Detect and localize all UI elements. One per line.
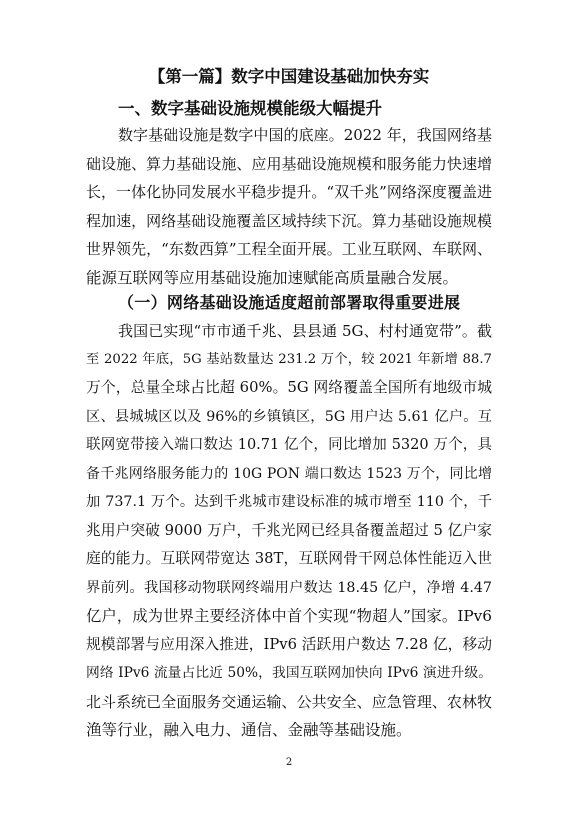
chapter-title: 【第一篇】数字中国建设基础加快夯实 — [148, 67, 430, 86]
paragraph-line: 我国已实现“市市通千兆、县县通 5G、村村通宽带”。截 — [118, 322, 492, 340]
paragraph-line: 界前列。我国移动物联网终端用户数达 18.45 亿户，净增 4.47 — [86, 579, 492, 596]
paragraph-line: 备千兆网络服务能力的 10G PON 端口数达 1523 万个，同比增 — [86, 465, 492, 482]
paragraph-line: 加 737.1 万个。达到千兆城市建设标准的城市增至 110 个，千 — [86, 494, 492, 510]
paragraph-line: 联网宽带接入端口数达 10.71 亿个，同比增加 5320 万个，具 — [86, 437, 492, 453]
paragraph-line: 规模部署与应用深入推进，IPv6 活跃用户数达 7.28 亿，移动 — [86, 635, 492, 653]
paragraph-line: 数字基础设施是数字中国的底座。2022 年，我国网络基 — [118, 126, 492, 144]
paragraph-line: 长，一体化协同发展水平稳步提升。“双千兆”网络深度覆盖进 — [86, 183, 492, 201]
paragraph-2 — [86, 317, 492, 745]
page-number: 2 — [285, 757, 293, 768]
paragraph-line: 兆用户突破 9000 万户，千兆光网已经具备覆盖超过 5 亿户家 — [86, 521, 492, 539]
paragraph-line: 程加速，网络基础设施覆盖区域持续下沉。算力基础设施规模 — [86, 211, 492, 230]
paragraph-line: 庭的能力。互联网带宽达 38T，互联网骨干网总体性能迈入世 — [86, 550, 492, 567]
paragraph-line: 网络 IPv6 流量占比近 50%，我国互联网加快向 IPv6 演进升级。 — [86, 665, 492, 681]
paragraph-line: 北斗系统已全面服务交通运输、公共安全、应急管理、农林牧 — [86, 692, 492, 711]
paragraph-line: 万个，总量全球占比超 60%。5G 网络覆盖全国所有地级市城 — [86, 379, 492, 396]
paragraph-line: 础设施、算力基础设施、应用基础设施规模和服务能力快速增 — [86, 154, 492, 173]
paragraph-line: 能源互联网等应用基础设施加速赋能高质量融合发展。 — [86, 268, 459, 287]
paragraph-1 — [86, 121, 492, 292]
paragraph-line: 亿户，成为世界主要经济体中首个实现“物超人”国家。IPv6 — [86, 607, 492, 625]
paragraph-line: 至 2022 年底，5G 基站数量达 231.2 万个，较 2021 年新增 88.7 — [86, 351, 492, 367]
paragraph-line: 区、县城城区以及 96%的乡镇镇区，5G 用户达 5.61 亿户。互 — [86, 408, 492, 425]
section-title: 一、数字基础设施规模能级大幅提升 — [118, 99, 382, 118]
subsection-title: （一）网络基础设施适度超前部署取得重要进展 — [118, 293, 461, 312]
paragraph-line: 世界领先，“东数西算”工程全面开展。工业互联网、车联网、 — [86, 240, 492, 258]
paragraph-line: 渔等行业，融入电力、通信、金融等基础设施。 — [86, 721, 412, 739]
